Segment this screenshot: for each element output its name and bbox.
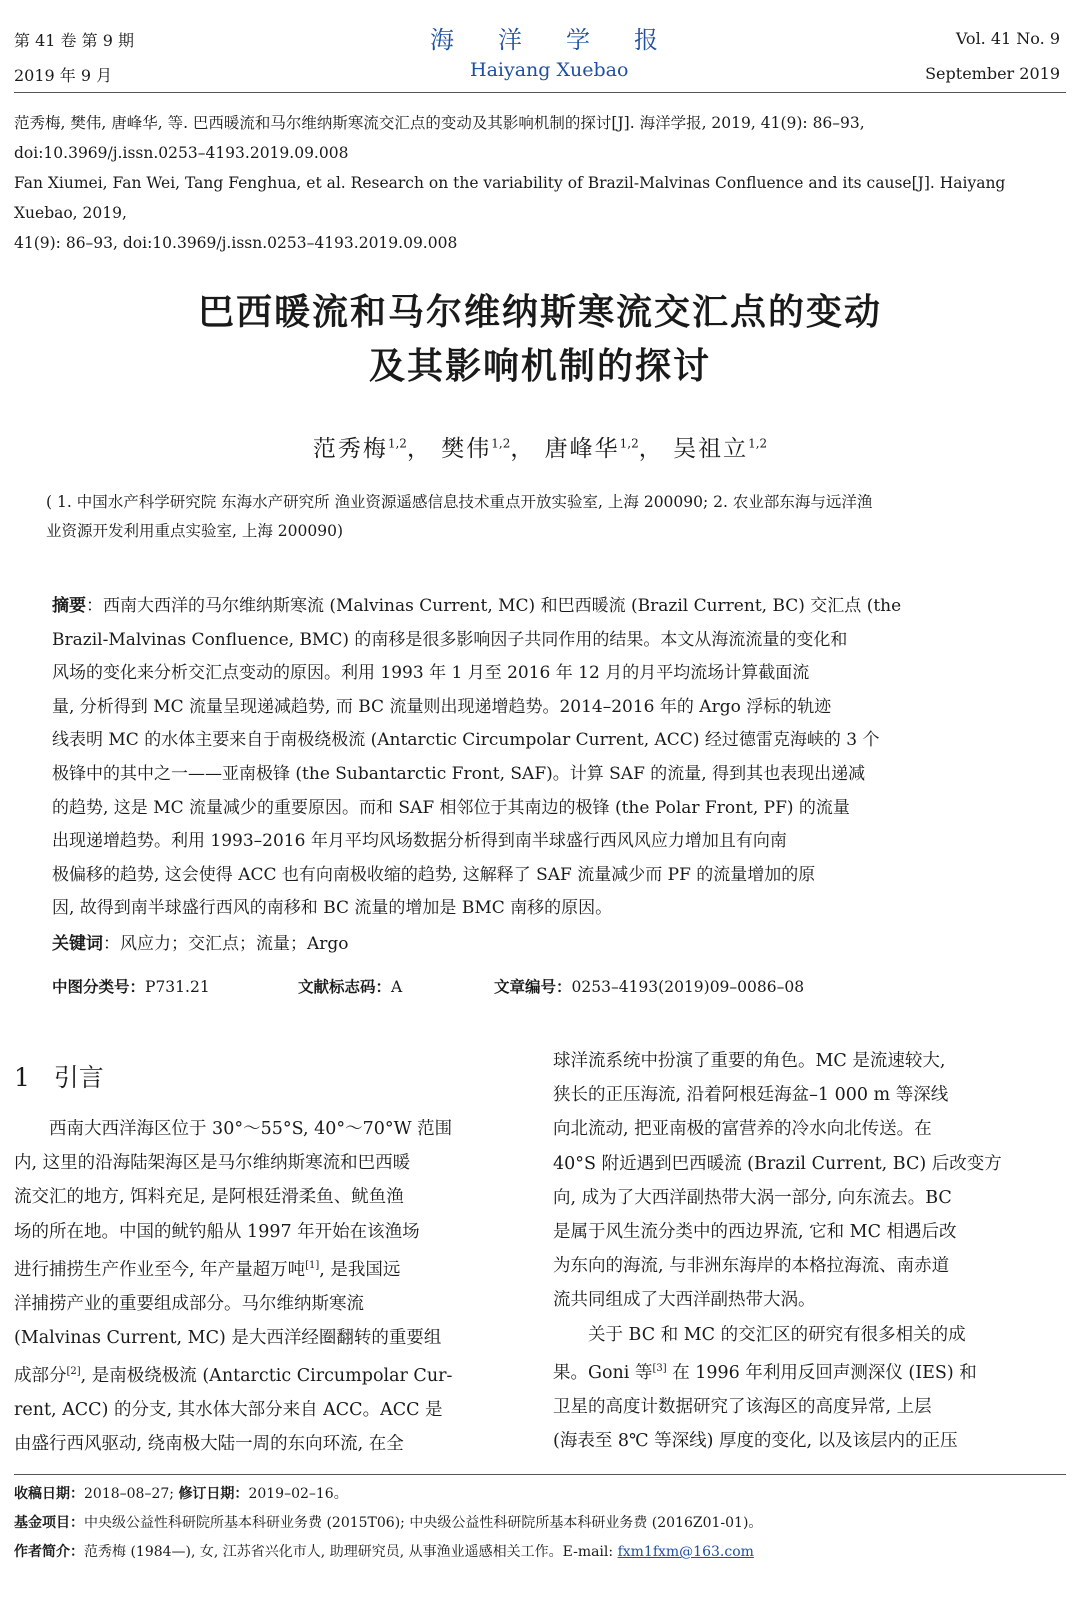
body-line: 由盛行西风驱动, 绕南极大陆一周的东向环流, 在全 [14,1434,404,1455]
received-dates: 收稿日期：2018–08–27; 修订日期：2019–02–16。 [14,1486,348,1502]
keywords-text: ：风应力；交汇点；流量；Argo [103,934,349,954]
body-line: 果。Goni 等[3] 在 1996 年利用反回声测深仪 (IES) 和 [553,1362,977,1383]
document-code [298,975,402,997]
affiliation [46,488,1066,546]
clc-value: P731.21 [145,978,210,996]
section-title: 引言 [53,1063,104,1092]
abstract-line: 风场的变化来分析交汇点变动的原因。利用 1993 年 1 月至 2016 年 12 月的月平均流场计算截面流 [52,663,810,684]
journal-name-en: Haiyang Xuebao [470,59,629,81]
citation-ref: [1] [305,1259,320,1271]
article-number [494,975,804,997]
abstract [52,590,1012,926]
author-list [0,430,1080,463]
clc-label: 中图分类号： [52,978,146,996]
abstract-line: 因, 故得到南半球盛行西风的南移和 BC 流量的增加是 BMC 南移的原因。 [52,898,613,919]
body-line: 关于 BC 和 MC 的交汇区的研究有很多相关的成 [553,1324,966,1345]
body-line: 是属于风生流分类中的西边界流, 它和 MC 相遇后改 [553,1222,957,1243]
body-line: 进行捕捞生产作业至今, 年产量超万吨[1], 是我国远 [14,1259,401,1280]
body-line: 40°S 附近遇到巴西暖流 (Brazil Current, BC) 后改变方 [553,1153,1002,1174]
document-code-label: 文献标志码： [298,978,392,996]
journal-name-cn: 海洋学报 [430,26,702,54]
abstract-line: 的趋势, 这是 MC 流量减少的重要原因。而和 SAF 相邻位于其南边的极锋 (the Polar Front, PF) 的流量 [52,797,850,818]
author-separator: ， [406,436,432,462]
abstract-line: 出现递增趋势。利用 1993–2016 年月平均风场数据分析得到南半球盛行西风风应力增加且有向南 [52,831,787,852]
affiliation-line1: ( 1. 中国水产科学研究院 东海水产研究所 渔业资源遥感信息技术重点开放实验室, 上海 200090; 2. 农业部东海与远洋渔 [46,493,873,511]
author-bio: 作者简介：范秀梅 (1984—), 女, 江苏省兴化市人, 助理研究员, 从事渔业遥感相关工作。E-mail: fxm1fxm@163.com [14,1544,754,1560]
citation-cn-line1: 范秀梅, 樊伟, 唐峰华, 等. 巴西暖流和马尔维纳斯寒流交汇点的变动及其影响机制的探讨[J]. 海洋学报, 2019, 41(9): 86–93, [14,114,865,132]
body-line: 洋捕捞产业的重要组成部分。马尔维纳斯寒流 [14,1293,364,1314]
abstract-line: 极偏移的趋势, 这会使得 ACC 也有向南极收缩的趋势, 这解释了 SAF 流量减少而 PF 的流量增加的原 [52,864,816,885]
body-line: (Malvinas Current, MC) 是大西洋经圈翻转的重要组 [14,1328,442,1349]
author-name: 樊伟 [441,436,492,462]
paper-title-line1: 巴西暖流和马尔维纳斯寒流交汇点的变动 [197,292,882,333]
body-line: 内, 这里的沿海陆架海区是马尔维纳斯寒流和巴西暖 [14,1153,411,1174]
author-name: 唐峰华 [544,436,620,462]
keywords [52,928,1012,962]
body-line: 成部分[2], 是南极绕极流 (Antarctic Circumpolar Cur- [14,1366,453,1387]
citation-ref: [2] [66,1366,81,1378]
body-line: 为东向的海流, 与非洲东海岸的本格拉海流、南赤道 [553,1256,950,1277]
article-number-value: 0253–4193(2019)09–0086–08 [571,978,805,996]
body-line: 狭长的正压海流, 沿着阿根廷海盆–1 000 m 等深线 [553,1085,949,1106]
author-separator: ， [510,436,536,462]
clc-number [52,975,210,997]
body-line: 向, 成为了大西洋副热带大涡一部分, 向东流去。BC [553,1187,952,1208]
abstract-label: 摘要 [52,596,86,616]
abstract-line: 量, 分析得到 MC 流量呈现递减趋势, 而 BC 流量则出现递增趋势。2014–2016 年的 Argo 浮标的轨迹 [52,696,832,717]
body-line: 场的所在地。中国的鱿钓船从 1997 年开始在该渔场 [14,1221,420,1242]
left-column [14,1112,512,1462]
abstract-line: 线表明 MC 的水体主要来自于南极绕极流 (Antarctic Circumpolar Current, ACC) 经过德雷克海峡的 3 个 [52,730,880,751]
body-line: 向北流动, 把亚南极的富营养的冷水向北传送。在 [553,1119,932,1140]
volume-issue-cn: 第 41 卷 第 9 期 [14,31,134,50]
author-affiliation-mark: 1,2 [387,436,407,451]
paper-title-line2: 及其影响机制的探讨 [368,346,711,387]
author-affiliation-mark: 1,2 [619,436,639,451]
right-column [553,1044,1050,1458]
date-cn: 2019 年 9 月 [14,66,113,85]
volume-issue-en: Vol. 41 No. 9 [955,29,1060,48]
article-number-label: 文章编号： [494,978,572,996]
funding: 基金项目：中央级公益性科研院所基本科研业务费 (2015T06); 中央级公益性科研院所基本科研业务费 (2016Z01-01)。 [14,1515,763,1531]
body-line: (海表至 8℃ 等深线) 厚度的变化, 以及该层内的正压 [553,1431,958,1452]
citation-ref: [3] [652,1362,667,1374]
author-name: 吴祖立 [673,436,749,462]
author-name: 范秀梅 [312,436,388,462]
abstract-line: 极锋中的其中之一——亚南极锋 (the Subantarctic Front, SAF)。计算 SAF 的流量, 得到其也表现出递减 [52,763,866,784]
header-rule [14,92,1066,93]
citation-en-line1: Fan Xiumei, Fan Wei, Tang Fenghua, et al. Research on the variability of Brazil-Malvinas Confluence and its cause[J]. Haiyang Xuebao, 2019, [14,174,1006,222]
author-affiliation-mark: 1,2 [491,436,511,451]
body-line: 流交汇的地方, 饵料充足, 是阿根廷滑柔鱼、鱿鱼渔 [14,1187,404,1208]
date-en: September 2019 [925,64,1060,83]
keywords-label: 关键词 [52,934,103,954]
affiliation-line2: 业资源开发利用重点实验室, 上海 200090) [46,522,343,540]
section-heading [14,1058,104,1094]
author-separator: ， [638,436,664,462]
footnote-rule [14,1474,1066,1475]
abstract-line: ：西南大西洋的马尔维纳斯寒流 (Malvinas Current, MC) 和巴西暖流 (Brazil Current, BC) 交汇点 (the [86,596,902,616]
author-affiliation-mark: 1,2 [748,436,768,451]
body-line: 西南大西洋海区位于 30°～55°S, 40°～70°W 范围 [14,1119,453,1139]
citation-en-line2: 41(9): 86–93, doi:10.3969/j.issn.0253–4193.2019.09.008 [14,234,458,252]
footnotes [14,1480,1066,1567]
citation-cn-line2: doi:10.3969/j.issn.0253–4193.2019.09.008 [14,144,349,162]
body-line: 卫星的高度计数据研究了该海区的高度异常, 上层 [553,1396,932,1417]
abstract-line: Brazil-Malvinas Confluence, BMC) 的南移是很多影响因子共同作用的结果。本文从海流流量的变化和 [52,629,848,650]
section-number: 1 [14,1063,30,1092]
author-email-link[interactable]: fxm1fxm@163.com [617,1544,754,1560]
document-code-value: A [391,978,403,996]
body-line: rent, ACC) 的分支, 其水体大部分来自 ACC。ACC 是 [14,1400,443,1421]
body-line: 流共同组成了大西洋副热带大涡。 [553,1290,816,1311]
body-line: 球洋流系统中扮演了重要的角色。MC 是流速较大, [553,1051,946,1071]
citation-block [14,108,1066,258]
